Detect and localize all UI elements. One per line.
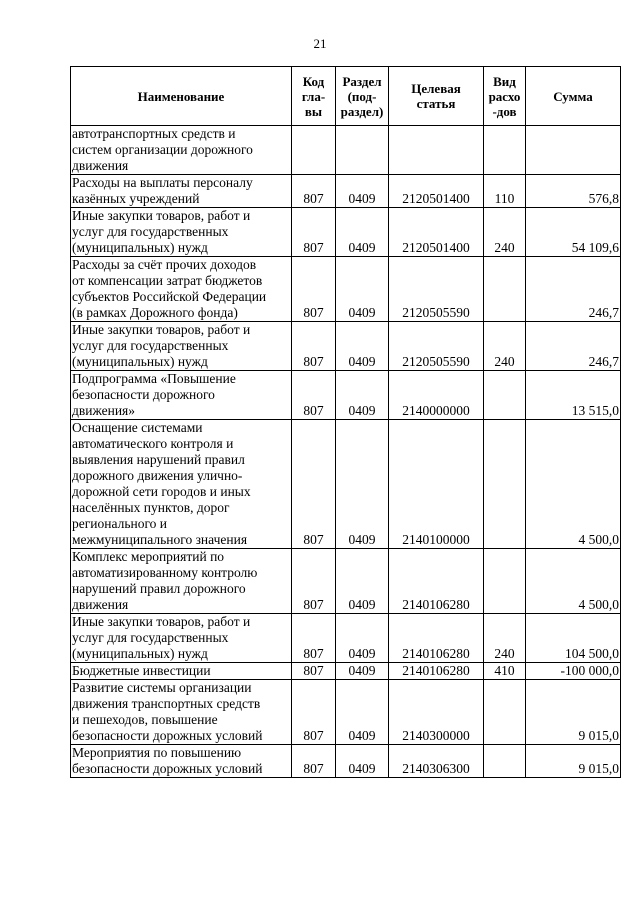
cell-code: 807 — [292, 175, 336, 208]
cell-code: 807 — [292, 420, 336, 549]
cell-target: 2120505590 — [389, 322, 484, 371]
cell-target: 2140106280 — [389, 614, 484, 663]
cell-code: 807 — [292, 663, 336, 680]
table-header-row — [71, 67, 621, 126]
cell-sum: -100 000,0 — [526, 663, 621, 680]
cell-type — [484, 257, 526, 322]
cell-target: 2140100000 — [389, 420, 484, 549]
cell-name: Бюджетные инвестиции — [71, 663, 292, 680]
cell-name: Иные закупки товаров, работ и услуг для государственных (муниципальных) нужд — [71, 614, 292, 663]
page-number: 21 — [313, 36, 327, 51]
header-target: Целевая статья — [389, 67, 484, 126]
table-row — [71, 663, 621, 680]
header-type: Вид расхо -дов — [484, 67, 526, 126]
cell-section: 0409 — [336, 549, 389, 614]
cell-name: Развитие системы организации движения транспортных средств и пешеходов, повышение безопасности дорожных условий — [71, 680, 292, 745]
cell-target — [389, 126, 484, 175]
cell-section: 0409 — [336, 745, 389, 778]
cell-type — [484, 549, 526, 614]
cell-name: автотранспортных средств и систем организации дорожного движения — [71, 126, 292, 175]
cell-section — [336, 126, 389, 175]
cell-section: 0409 — [336, 680, 389, 745]
cell-type — [484, 126, 526, 175]
cell-sum: 4 500,0 — [526, 549, 621, 614]
cell-section: 0409 — [336, 175, 389, 208]
cell-sum: 9 015,0 — [526, 745, 621, 778]
cell-code: 807 — [292, 614, 336, 663]
cell-type: 240 — [484, 208, 526, 257]
table-row — [71, 257, 621, 322]
cell-section: 0409 — [336, 257, 389, 322]
cell-sum: 13 515,0 — [526, 371, 621, 420]
cell-target: 2140106280 — [389, 549, 484, 614]
cell-code: 807 — [292, 680, 336, 745]
table-row — [71, 614, 621, 663]
cell-type: 240 — [484, 614, 526, 663]
cell-section: 0409 — [336, 371, 389, 420]
table-row — [71, 680, 621, 745]
cell-name: Подпрограмма «Повышение безопасности дорожного движения» — [71, 371, 292, 420]
table-row — [71, 420, 621, 549]
cell-section: 0409 — [336, 420, 389, 549]
table-row — [71, 208, 621, 257]
cell-code — [292, 126, 336, 175]
cell-type — [484, 371, 526, 420]
cell-sum: 576,8 — [526, 175, 621, 208]
cell-code: 807 — [292, 371, 336, 420]
cell-code: 807 — [292, 257, 336, 322]
header-name: Наименование — [71, 67, 292, 126]
table-row — [71, 549, 621, 614]
table-row — [71, 175, 621, 208]
cell-sum: 104 500,0 — [526, 614, 621, 663]
cell-section: 0409 — [336, 208, 389, 257]
cell-type — [484, 420, 526, 549]
cell-section: 0409 — [336, 663, 389, 680]
cell-target: 2120501400 — [389, 208, 484, 257]
table-row — [71, 126, 621, 175]
cell-name: Иные закупки товаров, работ и услуг для государственных (муниципальных) нужд — [71, 208, 292, 257]
cell-code: 807 — [292, 745, 336, 778]
cell-sum — [526, 126, 621, 175]
cell-type: 410 — [484, 663, 526, 680]
cell-name: Расходы на выплаты персоналу казённых учреждений — [71, 175, 292, 208]
cell-sum: 246,7 — [526, 322, 621, 371]
cell-sum: 54 109,6 — [526, 208, 621, 257]
cell-section: 0409 — [336, 614, 389, 663]
header-section: Раздел (под- раздел) — [336, 67, 389, 126]
cell-section: 0409 — [336, 322, 389, 371]
cell-target: 2140300000 — [389, 680, 484, 745]
cell-name: Оснащение системами автоматического контроля и выявления нарушений правил дорожного движения улично- дорожной сети городов и иных населённых пунктов, дорог регионального и межмуниципального значения — [71, 420, 292, 549]
cell-code: 807 — [292, 549, 336, 614]
cell-target: 2140106280 — [389, 663, 484, 680]
cell-sum: 4 500,0 — [526, 420, 621, 549]
cell-target: 2140000000 — [389, 371, 484, 420]
table-row — [71, 371, 621, 420]
cell-code: 807 — [292, 208, 336, 257]
cell-type: 110 — [484, 175, 526, 208]
cell-type — [484, 745, 526, 778]
cell-code: 807 — [292, 322, 336, 371]
cell-name: Комплекс мероприятий по автоматизированному контролю нарушений правил дорожного движения — [71, 549, 292, 614]
cell-name: Расходы за счёт прочих доходов от компенсации затрат бюджетов субъектов Российской Федерации (в рамках Дорожного фонда) — [71, 257, 292, 322]
table-row — [71, 322, 621, 371]
header-sum: Сумма — [526, 67, 621, 126]
cell-name: Мероприятия по повышению безопасности дорожных условий — [71, 745, 292, 778]
cell-target: 2140306300 — [389, 745, 484, 778]
cell-target: 2120501400 — [389, 175, 484, 208]
cell-name: Иные закупки товаров, работ и услуг для государственных (муниципальных) нужд — [71, 322, 292, 371]
budget-table — [70, 66, 621, 778]
cell-type — [484, 680, 526, 745]
cell-sum: 9 015,0 — [526, 680, 621, 745]
cell-sum: 246,7 — [526, 257, 621, 322]
cell-target: 2120505590 — [389, 257, 484, 322]
table-row — [71, 745, 621, 778]
header-code: Код гла- вы — [292, 67, 336, 126]
cell-type: 240 — [484, 322, 526, 371]
